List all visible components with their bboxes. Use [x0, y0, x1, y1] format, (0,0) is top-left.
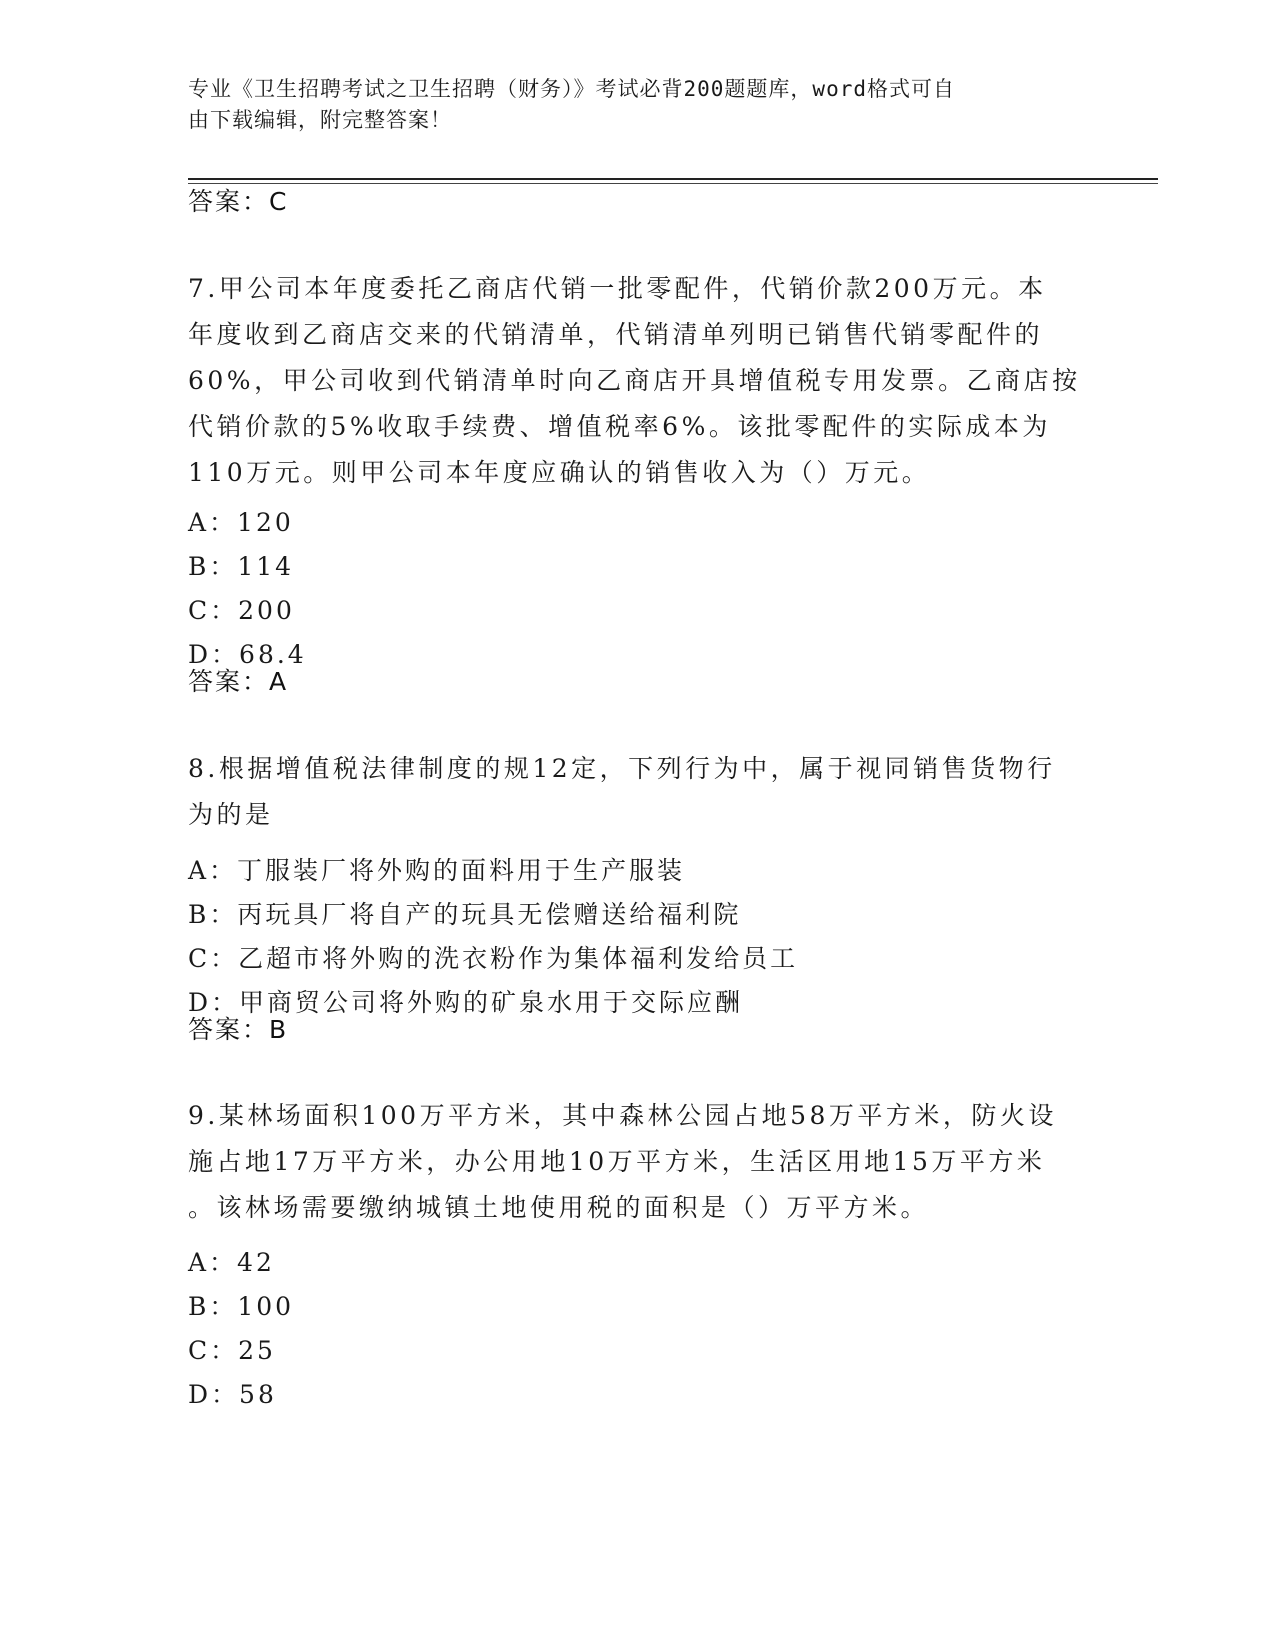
option-c: C：乙超市将外购的洗衣粉作为集体福利发给员工: [188, 944, 799, 973]
question-8: [188, 746, 1068, 838]
option-a: A：120: [188, 508, 294, 537]
answer-7: 答案：A: [188, 667, 289, 696]
question-line: 8.根据增值税法律制度的规12定，下列行为中，属于视同销售货物行: [188, 754, 1056, 783]
question-line: 9.某林场面积100万平方米，其中森林公园占地58万平方米，防火设: [188, 1101, 1057, 1130]
answer-prev: 答案：C: [188, 187, 289, 216]
question-line: 为的是: [188, 800, 274, 829]
option-d: D：68.4: [188, 640, 307, 669]
option-c: C：200: [188, 596, 295, 625]
option-d: D：甲商贸公司将外购的矿泉水用于交际应酬: [188, 988, 744, 1017]
question-line: 施占地17万平方米，办公用地10万平方米，生活区用地15万平方米: [188, 1147, 1046, 1176]
option-d: D：58: [188, 1380, 277, 1409]
question-line: 年度收到乙商店交来的代销清单，代销清单列明已销售代销零配件的: [188, 320, 1044, 349]
header-line-1: 专业《卫生招聘考试之卫生招聘（财务）》考试必背200题题库，word格式可自: [188, 77, 955, 101]
option-c: C：25: [188, 1336, 276, 1365]
option-a: A：42: [188, 1248, 275, 1277]
question-7: [188, 266, 1081, 496]
option-b: B：100: [188, 1292, 295, 1321]
header-rule-thin: [188, 183, 1158, 184]
question-line: 110万元。则甲公司本年度应确认的销售收入为（）万元。: [188, 458, 931, 487]
question-line: 60%，甲公司收到代销清单时向乙商店开具增值税专用发票。乙商店按: [188, 366, 1081, 395]
header-line-2: 由下载编辑，附完整答案！: [188, 108, 452, 132]
question-line: 。该林场需要缴纳城镇土地使用税的面积是（）万平方米。: [188, 1193, 930, 1222]
question-9: [188, 1093, 1068, 1231]
option-a: A：丁服装厂将外购的面料用于生产服装: [188, 856, 686, 885]
question-line: 代销价款的5%收取手续费、增值税率6%。该批零配件的实际成本为: [188, 412, 1051, 441]
question-line: 7.甲公司本年度委托乙商店代销一批零配件，代销价款200万元。本: [188, 274, 1047, 303]
answer-8: 答案：B: [188, 1015, 289, 1044]
option-b: B：114: [188, 552, 295, 581]
document-header: [188, 74, 1068, 136]
header-rule: [188, 178, 1158, 180]
option-b: B：丙玩具厂将自产的玩具无偿赠送给福利院: [188, 900, 742, 929]
